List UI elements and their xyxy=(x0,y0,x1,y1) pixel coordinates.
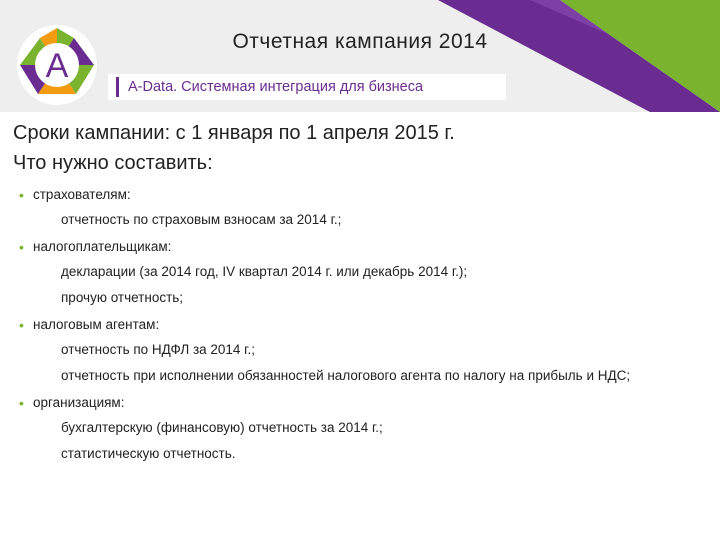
group-insurers xyxy=(13,184,703,229)
sub-item: отчетность по страховым взносам за 2014 г.; xyxy=(61,212,342,227)
sub-item: отчетность по НДФЛ за 2014 г.; xyxy=(61,342,255,357)
bullet-item xyxy=(13,392,703,414)
bullet-item xyxy=(13,236,703,258)
bullet-item xyxy=(13,184,703,206)
group-tax-agents xyxy=(13,314,703,385)
campaign-deadline: Сроки кампании: с 1 января по 1 апреля 2015 г. xyxy=(13,122,455,144)
svg-text:A: A xyxy=(45,47,69,85)
bullet-dot-icon: • xyxy=(19,395,24,411)
group-taxpayers xyxy=(13,236,703,307)
sub-item: бухгалтерскую (финансовую) отчетность за 2014 г.; xyxy=(61,420,383,435)
bullet-label: налоговым агентам: xyxy=(33,317,160,332)
bullet-dot-icon: • xyxy=(19,187,24,203)
slide-body xyxy=(13,118,703,470)
slide-header xyxy=(0,0,720,112)
bullet-label: организациям: xyxy=(33,395,125,410)
sub-item: декларации (за 2014 год, IV квартал 2014 г. или декабрь 2014 г.); xyxy=(61,264,468,279)
sub-item: прочую отчетность; xyxy=(61,290,184,305)
bullet-label: страхователям: xyxy=(33,187,131,202)
bullet-dot-icon: • xyxy=(19,239,24,255)
what-to-prepare-heading: Что нужно составить: xyxy=(13,152,213,174)
group-organizations xyxy=(13,392,703,463)
bullet-dot-icon: • xyxy=(19,317,24,333)
sub-item: статистическую отчетность. xyxy=(61,446,236,461)
subtitle-banner: A-Data. Системная интеграция для бизнеса xyxy=(108,74,506,100)
a-data-logo-icon xyxy=(14,22,100,108)
bullet-item xyxy=(13,314,703,336)
page-title: Отчетная кампания 2014 xyxy=(232,30,488,53)
sub-item: отчетность при исполнении обязанностей налогового агента по налогу на прибыль и НДС; xyxy=(61,368,631,383)
bullet-label: налогоплательщикам: xyxy=(33,239,172,254)
